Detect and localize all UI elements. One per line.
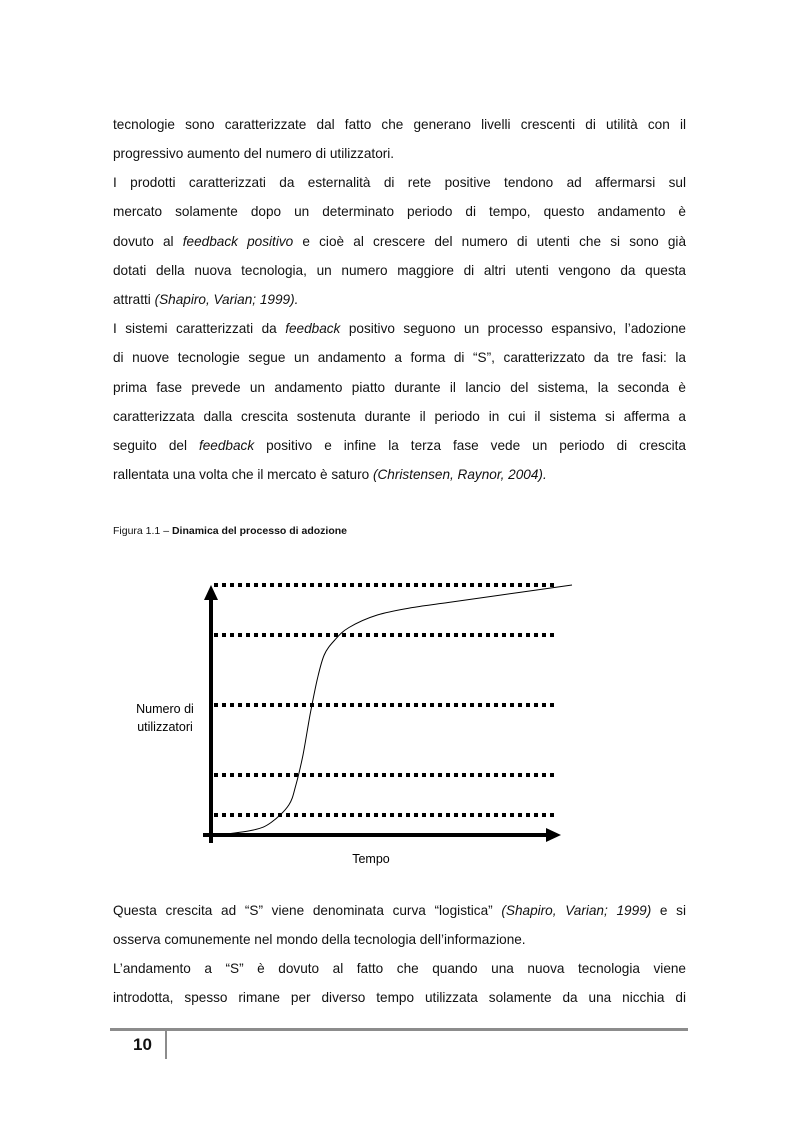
paragraph-s-shape-cause (113, 954, 686, 1013)
x-axis-label: Tempo (352, 852, 390, 866)
footer-rule (110, 1028, 688, 1031)
y-axis-label-line2: utilizzatori (137, 720, 193, 734)
page-number: 10 (133, 1035, 152, 1054)
text-segment: attratti (113, 292, 155, 308)
text-segment: positivo seguono un processo espansivo, l’adozione (340, 321, 686, 336)
text-segment: Questa crescita ad “S” viene denominata curva “logistica” (113, 903, 502, 918)
text-segment: seguito del (113, 438, 199, 454)
emphasis-text: feedback (285, 321, 341, 336)
s-curve-line (218, 585, 572, 835)
y-axis-label-line1: Numero di (136, 702, 194, 716)
paragraph-logistic-curve (113, 896, 686, 955)
text-segment: positivo e infine la terza fase vede un periodo di crescita (254, 438, 686, 454)
text-line: progressivo aumento del numero di utilizzatori. (113, 146, 395, 162)
caption-prefix: Figura 1.1 – (113, 525, 172, 537)
reference-lines (214, 585, 556, 815)
text-line: introdotta, spesso rimane per diverso tempo utilizzata solamente da una nicchia di (113, 990, 686, 1006)
text-segment: e si (651, 903, 686, 918)
text-line: caratterizzata dalla crescita sostenuta durante il periodo in cui il sistema si afferma a (113, 408, 686, 424)
emphasis-text: feedback positivo (182, 233, 294, 249)
citation: (Christensen, Raynor, 2004). (372, 467, 547, 483)
text-segment: I sistemi caratterizzati da (113, 321, 286, 336)
text-segment: e cioè al crescere del numero di utenti che si sono già (293, 233, 686, 249)
emphasis-text: feedback (198, 438, 255, 454)
text-line: I prodotti caratterizzati da esternalità di rete positive tendono ad affermarsi sul (113, 175, 686, 190)
citation: (Shapiro, Varian; 1999) (501, 903, 652, 918)
text-line (113, 896, 686, 925)
y-axis-arrowhead (204, 585, 218, 600)
text-segment: rallentata una volta che il mercato è saturo (113, 467, 373, 483)
x-axis-arrowhead (546, 828, 561, 842)
footer-divider (165, 1031, 167, 1059)
text-line: dotati della nuova tecnologia, un numero maggiore di altri utenti vengono da questa (113, 262, 686, 278)
caption-title: Dinamica del processo di adozione (171, 525, 347, 537)
text-line: osserva comunemente nel mondo della tecnologia dell’informazione. (113, 932, 526, 948)
text-line: di nuove tecnologie segue un andamento a forma di “S”, caratterizzato da tre fasi: la (113, 350, 686, 366)
text-line: L’andamento a “S” è dovuto al fatto che quando una nuova tecnologia viene (113, 961, 686, 976)
text-line: tecnologie sono caratterizzate dal fatto che generano livelli crescenti di utilità con il (113, 117, 686, 132)
text-line: prima fase prevede un andamento piatto durante il lancio del sistema, la seconda è (113, 379, 686, 395)
text-segment: dovuto al (113, 233, 183, 249)
text-line: mercato solamente dopo un determinato periodo di tempo, questo andamento è (113, 204, 686, 220)
citation: (Shapiro, Varian; 1999). (154, 292, 299, 308)
